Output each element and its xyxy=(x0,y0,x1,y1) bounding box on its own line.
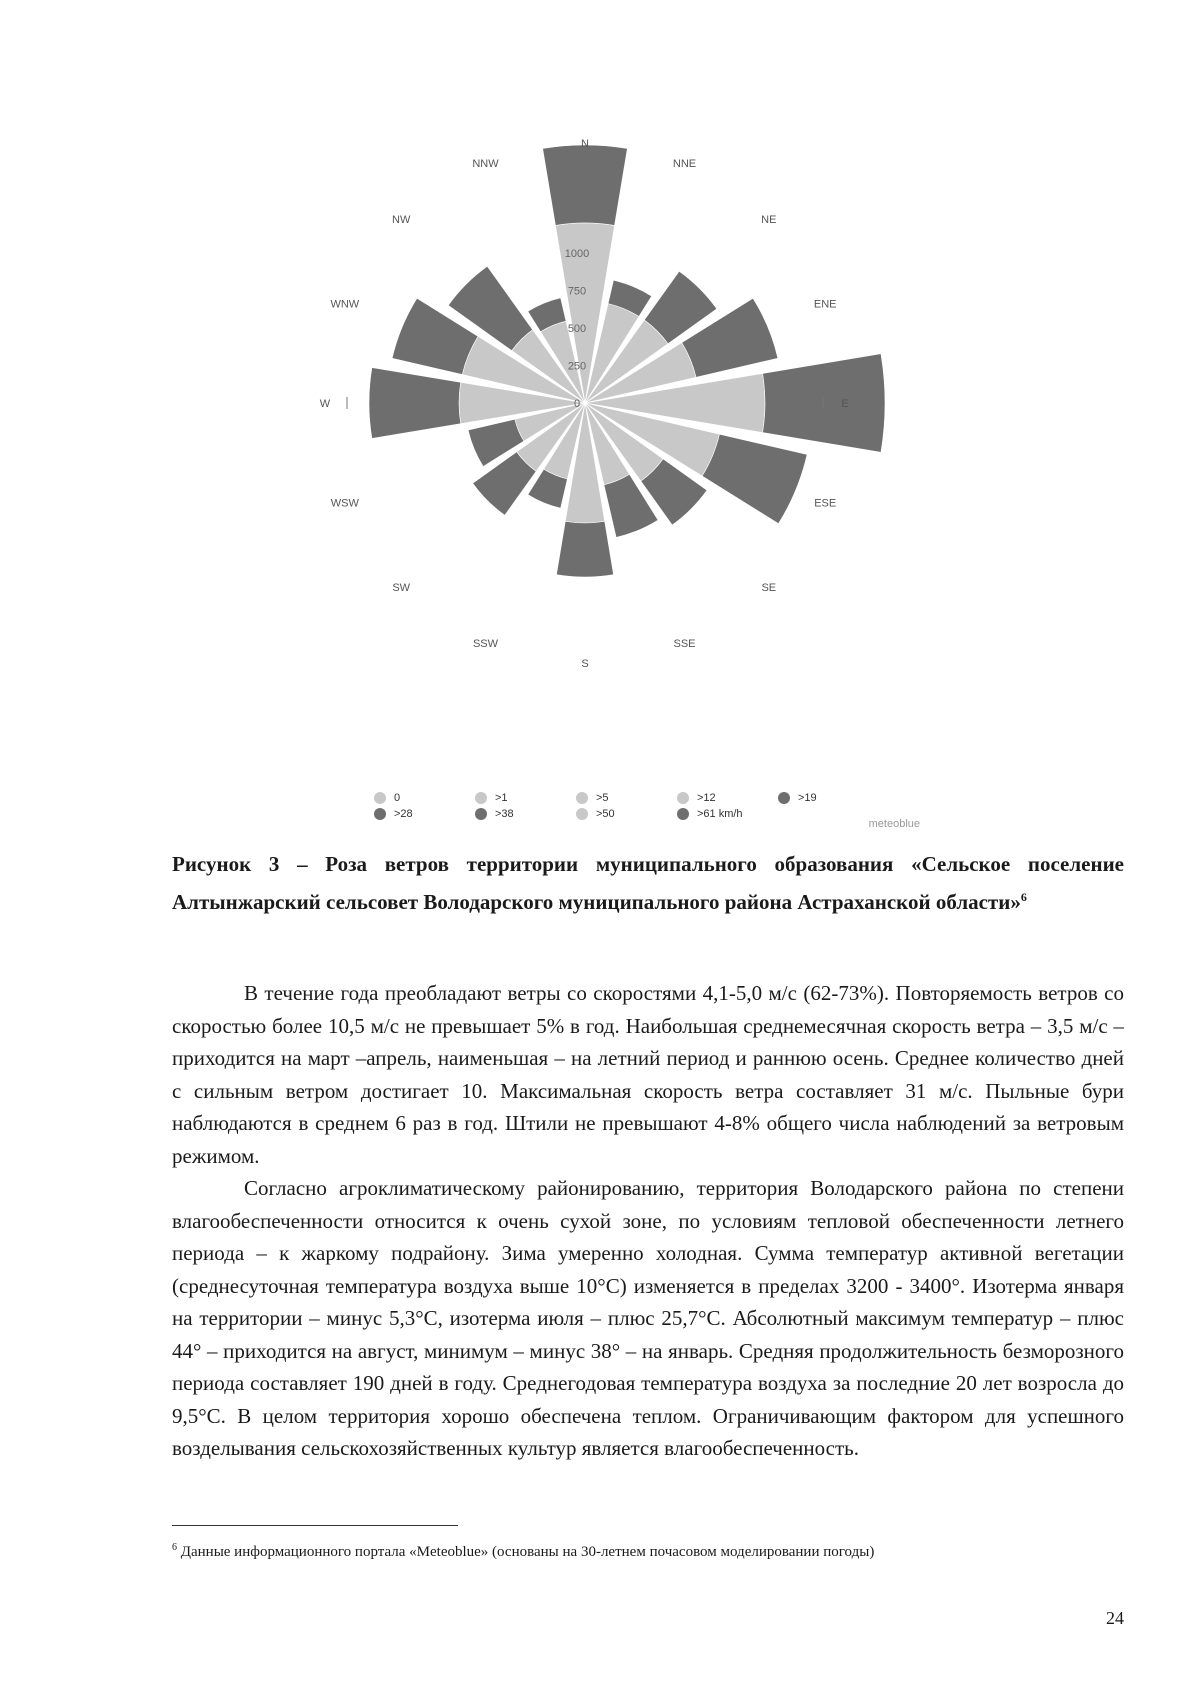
legend-item xyxy=(677,792,716,804)
legend-item xyxy=(778,792,817,804)
legend-item xyxy=(374,808,413,820)
ring-label-500: 500 xyxy=(567,323,587,335)
legend-label: >61 km/h xyxy=(697,808,743,820)
direction-label-sse: SSE xyxy=(673,638,696,651)
direction-label-nne: NNE xyxy=(672,157,697,170)
direction-label-se: SE xyxy=(761,581,777,594)
legend-label: 0 xyxy=(394,792,401,804)
wind-rose-figure xyxy=(300,138,940,840)
direction-label-ssw: SSW xyxy=(472,638,499,651)
direction-label-e: E xyxy=(841,398,849,410)
footnote-text: Данные информационного портала «Meteoblue» (основаны на 30-летнем почасовом моделировании погоды) xyxy=(180,1544,875,1560)
body-paragraph-2: Согласно агроклиматическому районированию, территория Володарского района по степени влагообеспеченности относится к очень сухой зоне, по условиям тепловой обеспеченности летнего периода – к жаркому подрайону. Зима умеренно холодная. Сумма температур активной вегетации (среднесуточная температура воздуха выше 10°С) изменяется в пределах 3200 - 3400°. Изотерма января на территории – минус 5,3°С, изотерма июля – плюс 25,7°С. Абсолютный максимум температур – плюс 44° – приходится на август, минимум – минус 38° – на январь. Средняя продолжительность безморозного периода составляет 190 дней в году. Среднегодовая температура воздуха за последние 20 лет возросла до 9,5°С. В целом территория хорошо обеспечена теплом. Ограничивающим фактором для успешного возделывания сельскохозяйственных культур является влагообеспеченность. xyxy=(172,1176,1124,1460)
direction-label-wsw: WSW xyxy=(330,497,359,510)
footnote-divider xyxy=(172,1525,458,1526)
footnote xyxy=(172,1536,1124,1564)
petal-n-band-1 xyxy=(543,145,628,225)
legend-label: >12 xyxy=(697,792,716,804)
legend-swatch xyxy=(576,792,588,804)
chart-legend xyxy=(374,792,894,840)
legend-swatch xyxy=(374,792,386,804)
legend-label: >5 xyxy=(596,792,609,804)
ring-label-1000: 1000 xyxy=(564,248,590,260)
legend-item xyxy=(576,792,609,804)
footnote-mark: 6 xyxy=(172,1542,177,1553)
direction-label-s: S xyxy=(581,658,589,670)
petal-s-band-1 xyxy=(556,521,613,577)
chart-watermark: meteoblue xyxy=(868,818,920,830)
direction-label-sw: SW xyxy=(392,581,411,594)
legend-item xyxy=(576,808,615,820)
petal-w-band-1 xyxy=(369,368,461,439)
ring-label-0: 0 xyxy=(573,398,581,410)
legend-swatch xyxy=(374,808,386,820)
petal-ese-band-1 xyxy=(702,434,807,523)
legend-label: >19 xyxy=(798,792,817,804)
legend-label: >38 xyxy=(495,808,514,820)
direction-label-ene: ENE xyxy=(813,298,837,311)
figure-caption-text: Рисунок 3 – Роза ветров территории муниципального образования «Сельское поселение Алтынжарский сельсовет Володарского муниципального района Астраханской области» xyxy=(172,852,1124,914)
direction-label-nnw: NNW xyxy=(472,157,499,170)
direction-label-ne: NE xyxy=(761,214,777,227)
direction-label-w: W xyxy=(319,398,331,410)
legend-item xyxy=(475,808,514,820)
legend-swatch xyxy=(677,808,689,820)
ring-label-750: 750 xyxy=(567,285,587,298)
caption-footnote-mark: 6 xyxy=(1020,890,1027,904)
ring-label-250: 250 xyxy=(567,360,587,373)
body-paragraph-1: В течение года преобладают ветры со скоростями 4,1-5,0 м/с (62-73%). Повторяемость ветров со скоростью более 10,5 м/с не превышает 5% в год. Наибольшая среднемесячная скорость ветра – 3,5 м/с – приходится на март –апрель, наименьшая – на летний период и раннюю осень. Среднее количество дней с сильным ветром достигает 10. Максимальная скорость ветра составляет 31 м/с. Пыльные бури наблюдаются в среднем 6 раз в год. Штили не превышают 4-8% общего числа наблюдений за ветровым режимом. xyxy=(172,981,1124,1168)
direction-label-nw: NW xyxy=(392,214,411,227)
legend-item xyxy=(475,792,508,804)
direction-label-n: N xyxy=(581,138,589,150)
legend-swatch xyxy=(778,792,790,804)
legend-item xyxy=(374,792,400,804)
legend-item xyxy=(677,808,743,820)
legend-label: >50 xyxy=(596,808,615,820)
legend-swatch xyxy=(475,808,487,820)
page-number: 24 xyxy=(1106,1608,1124,1628)
legend-swatch xyxy=(576,808,588,820)
direction-label-ese: ESE xyxy=(814,497,837,510)
legend-label: >28 xyxy=(394,808,413,820)
petal-e-band-1 xyxy=(763,354,885,453)
legend-swatch xyxy=(677,792,689,804)
legend-label: >1 xyxy=(495,792,508,804)
legend-swatch xyxy=(475,792,487,804)
direction-label-wnw: WNW xyxy=(330,298,360,311)
wind-rose-chart xyxy=(300,138,940,770)
figure-caption xyxy=(172,848,1124,919)
